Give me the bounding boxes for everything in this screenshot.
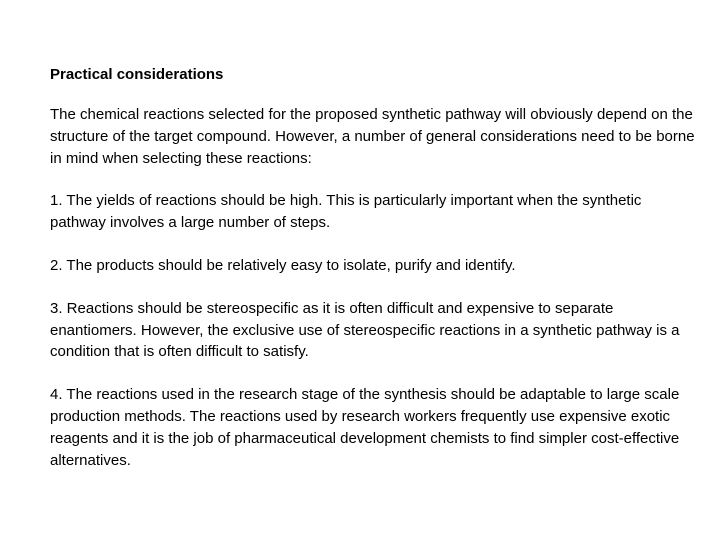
point-3: 3. Reactions should be stereospecific as it is often difficult and expensive to separate enantiomers. However, the exclusive use of stereospecific reactions in a synthetic pathway is a condition that is often difficult to satisfy. bbox=[50, 299, 680, 361]
heading: Practical considerations bbox=[50, 66, 224, 83]
point-2: 2. The products should be relatively easy to isolate, purify and identify. bbox=[50, 256, 516, 274]
intro-paragraph: The chemical reactions selected for the proposed synthetic pathway will obviously depend on the structure of the target compound. However, a number of general considerations need to be borne in mind when selecting these reactions: bbox=[50, 106, 695, 167]
point-1: 1. The yields of reactions should be high. This is particularly important when the synthetic pathway involves a large number of steps. bbox=[50, 192, 642, 232]
text-body bbox=[50, 64, 700, 492]
point-4: 4. The reactions used in the research stage of the synthesis should be adaptable to large scale production methods. The reactions used by research workers frequently use expensive exotic reagents and it is the job of pharmaceutical development chemists to find simpler cost-effective alternatives. bbox=[50, 386, 680, 469]
